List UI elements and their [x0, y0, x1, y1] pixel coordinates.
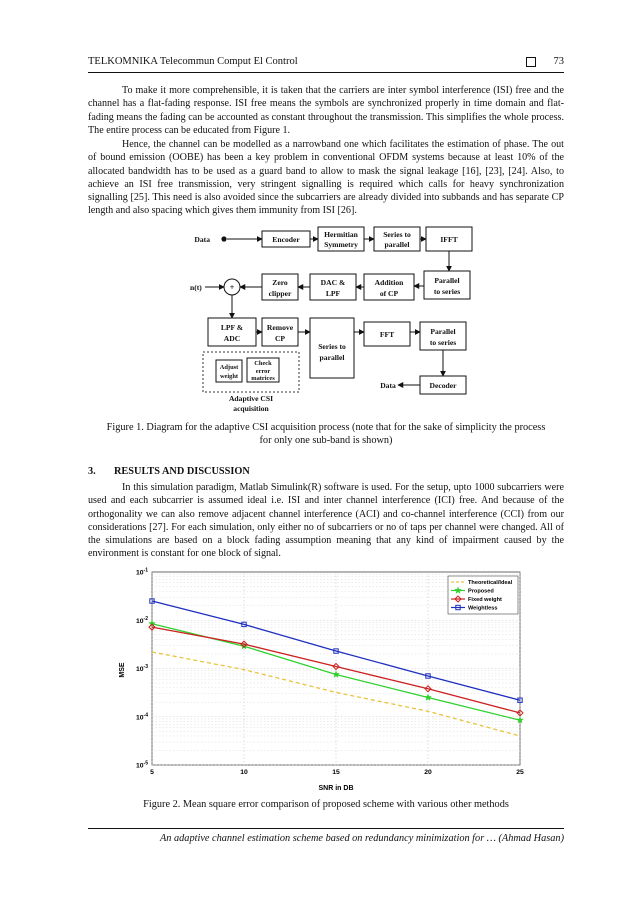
p2s-mid-label-2: to series — [429, 338, 457, 347]
figure1-caption-line1: Figure 1. Diagram for the adaptive CSI acquisition process (note that for the sake of simplicity the process — [106, 422, 546, 433]
y-tick-label: $10^{-5}$ — [135, 760, 148, 770]
p2s-top-label-1: Parallel — [434, 276, 460, 285]
section-number: 3. — [88, 466, 96, 477]
adaptive-label-2: acquisition — [233, 404, 269, 413]
adjust-label-1: Adjust — [219, 364, 239, 371]
s2p-mid-label-1: Series to — [318, 342, 346, 351]
x-tick-label: 15 — [332, 769, 340, 776]
legend-label: Fixed weight — [468, 597, 502, 604]
y-tick-label: $10^{-4}$ — [135, 712, 148, 722]
lpf-adc-label-1: LPF & — [220, 323, 244, 332]
data-source-dot — [221, 236, 226, 241]
add-cp-label-1: Addition — [374, 278, 404, 287]
mse-chart — [110, 562, 540, 792]
x-tick-label: 10 — [240, 769, 248, 776]
page-number: 73 — [553, 56, 564, 67]
decoder-label: Decoder — [429, 381, 457, 390]
x-tick-label: 20 — [424, 769, 432, 776]
legend-label: Theoretical/Ideal — [468, 580, 513, 587]
p2s-top-label-2: to series — [433, 287, 461, 296]
footer-rule — [88, 828, 564, 829]
s2p-mid-label-2: parallel — [319, 353, 345, 362]
legend-label: Proposed — [468, 588, 494, 595]
journal-title: TELKOMNIKA Telecommun Comput El Control — [88, 56, 298, 67]
s2p-top-label-1: Series to — [383, 230, 411, 239]
section-title: RESULTS AND DISCUSSION — [114, 466, 250, 477]
y-tick-label: $10^{-3}$ — [135, 664, 148, 673]
check-label-2: error — [255, 368, 271, 375]
legend-label: Weightless — [468, 605, 498, 612]
chart-legend — [448, 576, 518, 614]
footer-text: An adaptive channel estimation scheme based on redundancy minimization for … (Ahmad Hasan) — [160, 833, 564, 844]
adjust-label-2: weight — [219, 373, 239, 380]
figure1-caption-line2: for only one sub-band is shown) — [259, 435, 393, 446]
section-heading — [88, 466, 250, 477]
x-axis-label: SNR in DB — [318, 785, 354, 792]
noise-label: n(t) — [190, 283, 202, 292]
x-tick-label: 5 — [150, 769, 154, 776]
dac-label-1: DAC & — [320, 278, 346, 287]
paragraph-1: To make it more comprehensible, it is taken that the carriers are inter symbol interference (ISI) free and the channel has a flat-fading response. ISI free means the symbols are synchronized properly in time domain and flat-fading means the fading can be accounted as constant throughout the transmission. This simplifies the whole process. The entire process can be educated from Figure 1. — [88, 85, 564, 136]
fft-label: FFT — [379, 330, 395, 339]
hermitian-label-1: Hermitian — [324, 230, 358, 239]
encoder-label: Encoder — [272, 235, 300, 244]
check-label-3: matrices — [251, 375, 275, 382]
y-axis-label: MSE — [119, 662, 126, 678]
y-tick-label: $10^{-1}$ — [135, 567, 148, 577]
hermitian-label-2: Symmetry — [324, 240, 358, 249]
paragraph-2: Hence, the channel can be modelled as a narrowband one which facilitates the estimation of phase. The out of bound emission (OOBE) has been a key problem in conventional OFDM systems because at least 10% of the allocated bandwidth has to be used as a guard band to allow to mask the signal leakage [16], [23], [24]. Also, to achieve an ISI free transmission, very stringent signalling is required which calls for heavy synchronization signalling [25]. This need is also avoided since the subcarriers are already divided into subbands and has separate CP length and also spacing which gives them immunity from ISI [26]. — [88, 139, 564, 217]
lpf-adc-label-2: ADC — [223, 334, 241, 343]
results-paragraph: In this simulation paradigm, Matlab Simulink(R) software is used. For the setup, upto 1000 subcarriers were used and each subcarrier is assumed ideal i.e. ISI and inter channel interference (ICI) free. And because of the orthogonality we can also remove adjacent channel interference (ACI) and co-channel interference (CCI) from our considerations [27]. For each simulation, only either no of subcarriers or no of taps per channel were changed. All of the simulations are based on a block fading assumption meaning that any kind of impairment caused by the environment is constant for one block of signal. — [88, 482, 564, 560]
p2s-mid-label-1: Parallel — [430, 327, 456, 336]
check-label-1: Check — [254, 360, 272, 367]
remove-cp-label-1: Remove — [266, 323, 294, 332]
dac-label-2: LPF — [325, 289, 341, 298]
remove-cp-label-2: CP — [274, 334, 286, 343]
ifft-label: IFFT — [440, 235, 458, 244]
y-tick-label: $10^{-2}$ — [135, 615, 148, 625]
zero-clipper-label-2: clipper — [268, 289, 292, 298]
s2p-top-label-2: parallel — [384, 240, 410, 249]
data-out-label: Data — [380, 381, 396, 390]
zero-clipper-label-1: Zero — [272, 278, 288, 287]
data-in-label: Data — [194, 235, 210, 244]
adder-plus: + — [229, 283, 235, 292]
add-cp-label-2: of CP — [379, 289, 399, 298]
x-tick-label: 25 — [516, 769, 524, 776]
adaptive-label-1: Adaptive CSI — [228, 394, 274, 403]
figure2-caption: Figure 2. Mean square error comparison of proposed scheme with various other methods — [143, 799, 509, 810]
